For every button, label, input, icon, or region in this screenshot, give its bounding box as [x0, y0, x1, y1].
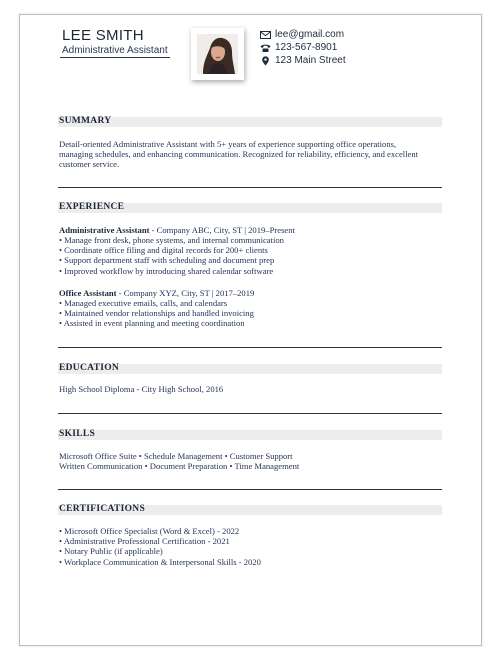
- summary-line: Detail-oriented Administrative Assistant with 5+ years of experience supporting office operations,: [59, 139, 397, 149]
- summary-line: managing schedules, and enhancing communication. Recognized for reliability, efficiency, and excellent: [59, 149, 419, 160]
- summary-text: [59, 139, 418, 170]
- location-pin-icon: [260, 56, 271, 66]
- job-title: Administrative Assistant: [62, 45, 168, 56]
- skills-header-bar: [58, 430, 442, 440]
- profile-photo: [197, 34, 238, 74]
- skills-line: Written Communication • Document Preparation • Time Management: [59, 461, 300, 472]
- list-item: • Managed executive emails, calls, and calendars: [59, 298, 254, 308]
- list-item: • Maintained vendor relationships and handled invoicing: [59, 308, 254, 318]
- skills-text: [59, 451, 299, 471]
- list-item: • Coordinate office filing and digital records for 200+ clients: [59, 245, 284, 255]
- skills-heading: SKILLS: [59, 429, 96, 439]
- contact-phone[interactable]: [260, 42, 337, 53]
- summary-heading: SUMMARY: [59, 116, 112, 126]
- envelope-icon: [260, 30, 271, 40]
- profile-photo-frame: [191, 28, 244, 80]
- job-bullets: [59, 235, 284, 276]
- job-entry-title: [59, 225, 295, 235]
- job-bullets: [59, 298, 254, 329]
- divider: [58, 347, 442, 348]
- email-text: lee@gmail.com: [275, 29, 345, 40]
- contact-email[interactable]: [260, 29, 344, 40]
- divider: [58, 187, 442, 188]
- list-item: • Notary Public (if applicable): [59, 546, 261, 556]
- experience-heading: EXPERIENCE: [59, 202, 125, 212]
- summary-line: customer service.: [59, 159, 120, 170]
- education-line: High School Diploma - City High School, 2016: [59, 384, 224, 394]
- skills-line: Microsoft Office Suite • Schedule Management • Customer Support: [59, 451, 293, 461]
- divider: [58, 413, 442, 414]
- address-text: 123 Main Street: [275, 55, 346, 66]
- job-details: - Company ABC, City, ST | 2019–Present: [149, 225, 295, 235]
- resume-name: LEE SMITH: [62, 27, 144, 44]
- certifications-list: [59, 526, 261, 567]
- list-item: • Microsoft Office Specialist (Word & Excel) - 2022: [59, 526, 261, 536]
- list-item: • Administrative Professional Certification - 2021: [59, 536, 261, 546]
- list-item: • Improved workflow by introducing shared calendar software: [59, 266, 284, 276]
- phone-text: 123-567-8901: [275, 42, 338, 53]
- job-details: - Company XYZ, City, ST | 2017–2019: [116, 288, 255, 298]
- certifications-heading: CERTIFICATIONS: [59, 504, 146, 514]
- list-item: • Manage front desk, phone systems, and internal communication: [59, 235, 284, 245]
- job-role: Office Assistant: [59, 288, 117, 298]
- job-entry-title: [59, 288, 254, 298]
- phone-icon: [260, 43, 271, 53]
- divider: [58, 489, 442, 490]
- list-item: • Workplace Communication & Interpersonal Skills - 2020: [59, 557, 261, 567]
- contact-address[interactable]: [260, 55, 346, 66]
- job-role: Administrative Assistant: [59, 225, 150, 235]
- education-heading: EDUCATION: [59, 363, 120, 373]
- summary-header-bar: [58, 117, 442, 127]
- list-item: • Assisted in event planning and meeting coordination: [59, 318, 254, 328]
- list-item: • Support department staff with scheduling and document prep: [59, 255, 284, 265]
